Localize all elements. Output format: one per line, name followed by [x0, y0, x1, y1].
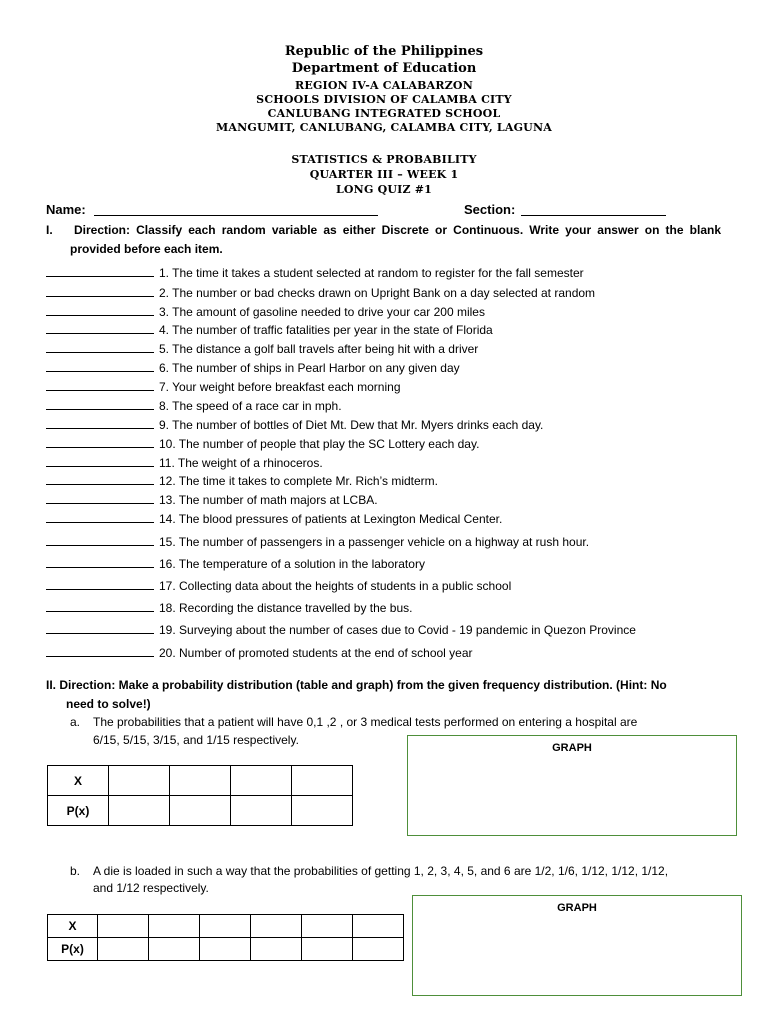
part2-direction-line2: need to solve!) [66, 697, 151, 711]
answer-blank[interactable] [46, 623, 154, 634]
problem-a-line2: 6/15, 5/15, 3/15, and 1/15 respectively. [93, 733, 299, 747]
list-item [46, 512, 502, 526]
answer-blank[interactable] [46, 493, 154, 504]
table-a-cell[interactable] [109, 796, 170, 826]
item-text: 16. The temperature of a solution in the laboratory [159, 557, 425, 571]
table-b-cell[interactable] [251, 938, 302, 961]
problem-b-letter: b. [70, 864, 81, 878]
part2-direction-line1: II. Direction: Make a probability distribution (table and graph) from the given frequency distribution. (Hint: No [46, 678, 667, 692]
item-text: 20. Number of promoted students at the end of school year [159, 646, 473, 660]
problem-a-graph-title: GRAPH [552, 742, 592, 754]
table-a-cell[interactable] [109, 766, 170, 796]
item-text: 6. The number of ships in Pearl Harbor on any given day [159, 361, 460, 375]
problem-b-table [47, 914, 404, 961]
problem-a-letter: a. [70, 715, 81, 729]
section-blank[interactable] [521, 215, 666, 216]
problem-b-line2: and 1/12 respectively. [93, 881, 209, 895]
table-b-cell[interactable] [353, 915, 404, 938]
table-b-cell[interactable] [98, 915, 149, 938]
table-b-cell[interactable] [200, 915, 251, 938]
part1-numeral: I. [46, 223, 53, 237]
header-school: CANLUBANG INTEGRATED SCHOOL [267, 107, 501, 120]
item-text: 7. Your weight before breakfast each morning [159, 380, 401, 394]
table-b-cell[interactable] [149, 915, 200, 938]
list-item [46, 623, 636, 637]
answer-blank[interactable] [46, 557, 154, 568]
item-text: 11. The weight of a rhinoceros. [159, 456, 323, 470]
table-b-cell[interactable] [302, 938, 353, 961]
header-quarter: QUARTER III – WEEK 1 [309, 168, 459, 181]
list-item [46, 493, 378, 507]
answer-blank[interactable] [46, 512, 154, 523]
list-item [46, 418, 543, 432]
item-text: 3. The amount of gasoline needed to drive your car 200 miles [159, 305, 485, 319]
header-subject: STATISTICS & PROBABILITY [291, 153, 477, 166]
answer-blank[interactable] [46, 342, 154, 353]
name-label: Name: [46, 202, 86, 217]
item-text: 12. The time it takes to complete Mr. Rich’s midterm. [159, 474, 438, 488]
header-address: MANGUMIT, CANLUBANG, CALAMBA CITY, LAGUNA [216, 121, 552, 134]
list-item [46, 579, 511, 593]
answer-blank[interactable] [46, 646, 154, 657]
table-a-px-label: P(x) [48, 796, 109, 826]
list-item [46, 361, 460, 375]
problem-a-line1: The probabilities that a patient will have 0,1 ,2 , or 3 medical tests performed on entering a hospital are [93, 715, 638, 729]
header-division: SCHOOLS DIVISION OF CALAMBA CITY [256, 93, 512, 106]
item-text: 1. The time it takes a student selected at random to register for the fall semester [159, 266, 584, 280]
problem-b-graph-title: GRAPH [557, 902, 597, 914]
table-b-px-label: P(x) [48, 938, 98, 961]
item-text: 14. The blood pressures of patients at Lexington Medical Center. [159, 512, 503, 526]
item-text: 19. Surveying about the number of cases due to Covid - 19 pandemic in Quezon Province [159, 623, 636, 637]
list-item [46, 380, 401, 394]
answer-blank[interactable] [46, 456, 154, 467]
answer-blank[interactable] [46, 418, 154, 429]
item-text: 10. The number of people that play the SC Lottery each day. [159, 437, 480, 451]
problem-a-graph-box[interactable] [407, 735, 737, 836]
answer-blank[interactable] [46, 535, 154, 546]
answer-blank[interactable] [46, 380, 154, 391]
item-text: 17. Collecting data about the heights of students in a public school [159, 579, 512, 593]
table-b-cell[interactable] [302, 915, 353, 938]
list-item [46, 601, 413, 615]
answer-blank[interactable] [46, 305, 154, 316]
list-item [46, 437, 479, 451]
list-item [46, 535, 589, 549]
list-item [46, 323, 493, 337]
item-text: 8. The speed of a race car in mph. [159, 399, 342, 413]
table-b-x-label: X [48, 915, 98, 938]
table-a-cell[interactable] [292, 766, 353, 796]
name-blank[interactable] [94, 215, 378, 216]
header-region: REGION IV-A CALABARZON [295, 79, 473, 92]
list-item [46, 557, 425, 571]
table-a-x-label: X [48, 766, 109, 796]
header-republic: Republic of the Philippines [284, 44, 484, 59]
part1-direction: Direction: Classify each random variable as either Discrete or Continuous. Write your answer on the blank provided before each item. [70, 223, 721, 256]
list-item [46, 266, 584, 280]
answer-blank[interactable] [46, 579, 154, 590]
answer-blank[interactable] [46, 266, 154, 277]
item-text: 18. Recording the distance travelled by the bus. [159, 601, 413, 615]
item-text: 2. The number or bad checks drawn on Upright Bank on a day selected at random [159, 286, 596, 300]
item-text: 15. The number of passengers in a passenger vehicle on a highway at rush hour. [159, 535, 590, 549]
list-item [46, 342, 478, 356]
item-text: 5. The distance a golf ball travels after being hit with a driver [159, 342, 479, 356]
answer-blank[interactable] [46, 361, 154, 372]
table-a-cell[interactable] [170, 766, 231, 796]
table-b-cell[interactable] [353, 938, 404, 961]
header-department: Department of Education [291, 61, 477, 76]
answer-blank[interactable] [46, 399, 154, 410]
problem-b-line1: A die is loaded in such a way that the probabilities of getting 1, 2, 3, 4, 5, and 6 are 1/2, 1/6, 1/12, 1/12, 1/12, [93, 864, 669, 878]
table-a-cell[interactable] [292, 796, 353, 826]
list-item [46, 474, 438, 488]
table-a-cell[interactable] [170, 796, 231, 826]
list-item [46, 286, 595, 300]
list-item [46, 456, 323, 470]
item-text: 9. The number of bottles of Diet Mt. Dew that Mr. Myers drinks each day. [159, 418, 544, 432]
answer-blank[interactable] [46, 474, 154, 485]
list-item [46, 305, 485, 319]
answer-blank[interactable] [46, 286, 154, 297]
answer-blank[interactable] [46, 601, 154, 612]
table-a-cell[interactable] [231, 796, 292, 826]
answer-blank[interactable] [46, 323, 154, 334]
list-item [46, 646, 473, 660]
answer-blank[interactable] [46, 437, 154, 448]
problem-a-table [47, 765, 353, 826]
table-b-cell[interactable] [149, 938, 200, 961]
section-label: Section: [464, 202, 516, 217]
item-text: 4. The number of traffic fatalities per year in the state of Florida [159, 323, 493, 337]
table-b-cell[interactable] [98, 938, 149, 961]
item-text: 13. The number of math majors at LCBA. [159, 493, 378, 507]
table-b-cell[interactable] [200, 938, 251, 961]
list-item [46, 399, 342, 413]
table-a-cell[interactable] [231, 766, 292, 796]
table-b-cell[interactable] [251, 915, 302, 938]
header-quiz-title: LONG QUIZ #1 [335, 183, 433, 196]
problem-b-graph-box[interactable] [412, 895, 742, 996]
